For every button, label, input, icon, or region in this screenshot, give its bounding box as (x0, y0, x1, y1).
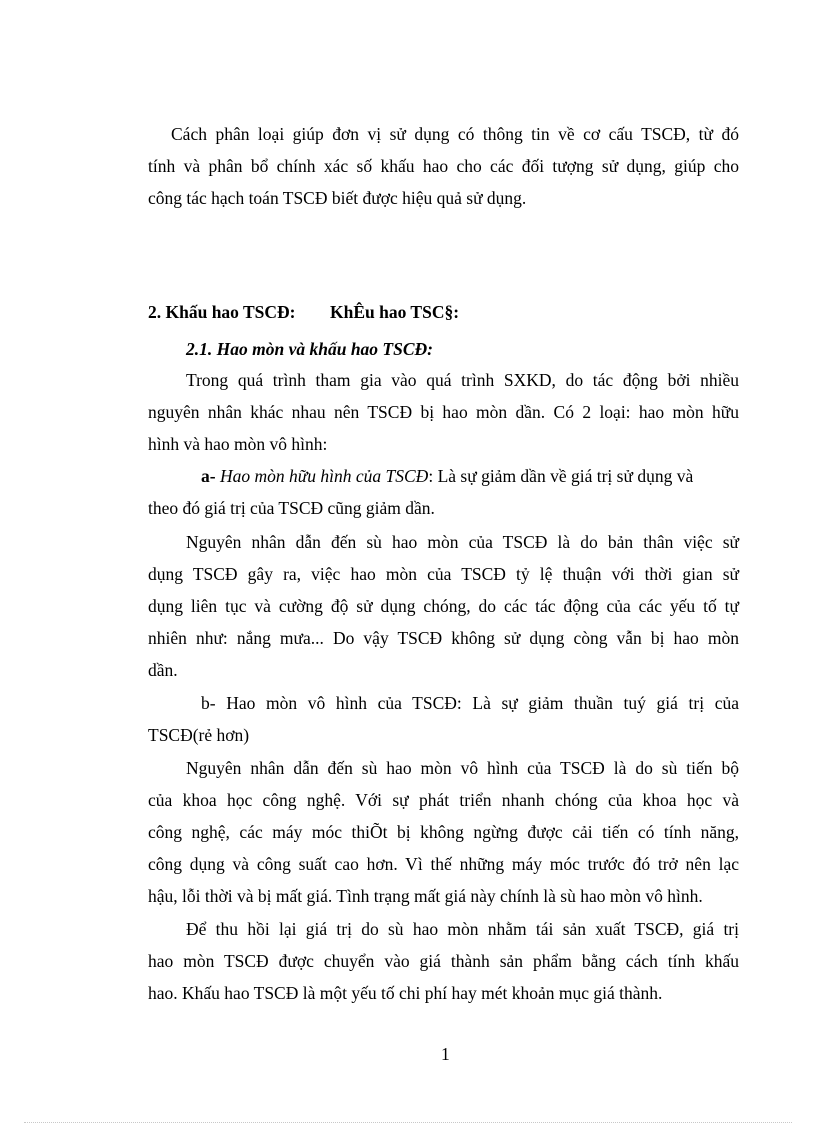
para3-line-5: dần. (148, 660, 178, 680)
para5-line-3: hao. Khấu hao TSCĐ là một yếu tố chi phí hay mét khoản mục giá thành. (148, 983, 663, 1003)
para4-line-1: Nguyên nhân dẫn đến sù hao mòn vô hình của TSCĐ là do sù tiến bộ (186, 758, 739, 778)
para3-line-4: nhiên như: nắng mưa... Do vậy TSCĐ không sử dụng còng vẫn bị hao mòn (148, 628, 739, 648)
para3-line-2: dụng TSCĐ gây ra, việc hao mòn của TSCĐ tỷ lệ thuận với thời gian sử (148, 564, 739, 584)
para1-line-2: tính và phân bổ chính xác số khấu hao cho các đối tượng sử dụng, giúp cho (148, 156, 739, 176)
para5-line-2: hao mòn TSCĐ được chuyển vào giá thành sản phẩm bằng cách tính khấu (148, 951, 739, 971)
section-heading-garbled: KhÊu hao TSC§: (330, 302, 460, 322)
section-heading: 2. Khấu hao TSCĐ: (148, 302, 296, 322)
para2-line-2: nguyên nhân khác nhau nên TSCĐ bị hao mòn dần. Có 2 loại: hao mòn hữu (148, 402, 739, 422)
para2-line-3: hình và hao mòn vô hình: (148, 434, 328, 454)
para1-line-1: Cách phân loại giúp đơn vị sử dụng có thông tin về cơ cấu TSCĐ, từ đó (171, 124, 739, 144)
para5-line-1: Để thu hồi lại giá trị do sù hao mòn nhằm tái sản xuất TSCĐ, giá trị (186, 919, 739, 939)
item-a-title: Hao mòn hữu hình của TSCĐ (219, 466, 429, 486)
subsection-heading: 2.1. Hao mòn và khấu hao TSCĐ: (186, 339, 433, 359)
item-b-line-2: TSCĐ(rẻ hơn) (148, 725, 250, 745)
item-a-line-2: theo đó giá trị của TSCĐ cũng giảm dần. (148, 498, 435, 518)
item-a-rest: : Là sự giảm dần về giá trị sử dụng và (428, 466, 694, 486)
para4-line-2: của khoa học công nghệ. Với sự phát triển nhanh chóng của khoa học và (148, 790, 739, 810)
para4-line-3: công nghệ, các máy móc thiÕt bị không ngừng được cải tiến có tính năng, (148, 822, 739, 842)
item-b-line-1: b- Hao mòn vô hình của TSCĐ: Là sự giảm thuần tuý giá trị của (201, 693, 739, 713)
item-a-line-1 (201, 465, 739, 487)
page-number: 1 (441, 1044, 450, 1064)
para4-line-4: công dụng và công suất cao hơn. Vì thế những máy móc trước đó trở nên lạc (148, 854, 739, 874)
item-a-prefix: a- (201, 466, 216, 486)
para1-line-3: công tác hạch toán TSCĐ biết được hiệu quả sử dụng. (148, 188, 527, 208)
para4-line-5: hậu, lỗi thời và bị mất giá. Tình trạng mất giá này chính là sù hao mòn vô hình. (148, 886, 703, 906)
para2-line-1: Trong quá trình tham gia vào quá trình SXKD, do tác động bởi nhiều (186, 370, 739, 390)
item-a-lead (201, 465, 693, 487)
para3-line-3: dụng liên tục và cường độ sử dụng chóng, do các tác động của các yếu tố tự (148, 596, 739, 616)
para3-line-1: Nguyên nhân dẫn đến sù hao mòn của TSCĐ là do bản thân việc sử (186, 532, 739, 552)
